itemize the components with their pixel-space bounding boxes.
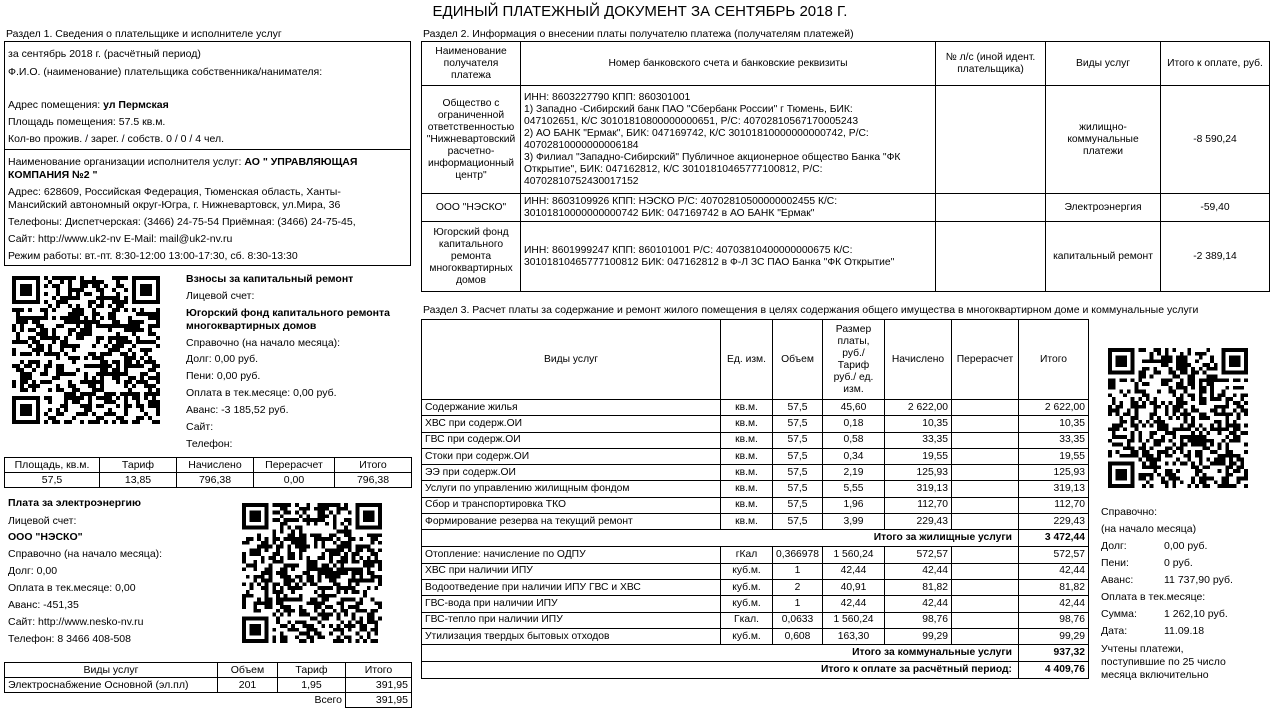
section3-header: Раздел 3. Расчет платы за содержание и ремонт жилого помещения в целях содержания общего имущества в многоквартирном доме и коммунальные услуги bbox=[423, 304, 1199, 316]
capital-charged: 796,38 bbox=[177, 473, 254, 488]
s3-cell: 57,5 bbox=[773, 497, 823, 513]
info-date-label: Дата: bbox=[1101, 625, 1128, 637]
section3-table bbox=[421, 319, 1089, 679]
s3-cell: кв.м. bbox=[721, 481, 773, 497]
info-penalty-value: 0 руб. bbox=[1164, 557, 1193, 569]
capital-th-total: Итого bbox=[335, 458, 412, 473]
electric-account-label: Лицевой счет: bbox=[8, 515, 77, 527]
s3-cell bbox=[952, 481, 1019, 497]
payment-qr-code bbox=[1108, 348, 1248, 488]
s3-cell: куб.м. bbox=[721, 596, 773, 612]
table-row bbox=[422, 400, 1089, 416]
document-title: ЕДИНЫЙ ПЛАТЕЖНЫЙ ДОКУМЕНТ ЗА СЕНТЯБРЬ 2018 Г. bbox=[432, 3, 848, 20]
s3-cell: 1 bbox=[773, 596, 823, 612]
s3-cell bbox=[952, 563, 1019, 579]
s3-cell: куб.м. bbox=[721, 579, 773, 595]
s3-th-charged: Начислено bbox=[885, 320, 952, 400]
s3-cell: 1,96 bbox=[823, 497, 885, 513]
table-row bbox=[422, 481, 1089, 497]
s2-bank-line: 2) АО БАНК "Ермак", БИК: 047169742, К/С 30101810000000000742, Р/С: bbox=[524, 127, 869, 139]
capital-area: 57,5 bbox=[5, 473, 100, 488]
s3-cell: 42,44 bbox=[1019, 563, 1089, 579]
s3-cell: кв.м. bbox=[721, 514, 773, 530]
s3-cell: 98,76 bbox=[885, 612, 952, 628]
s3-th-recalc: Перерасчет bbox=[952, 320, 1019, 400]
s3-cell: 572,57 bbox=[1019, 547, 1089, 563]
table-row bbox=[422, 628, 1089, 644]
housing-total bbox=[422, 530, 1089, 547]
org-label-text: Наименование организации исполнителя услуг: bbox=[8, 156, 242, 168]
s3-th-service: Виды услуг bbox=[422, 320, 721, 400]
s3-cell: 99,29 bbox=[885, 628, 952, 644]
s3-cell: Водоотведение при наличии ИПУ ГВС и ХВС bbox=[422, 579, 721, 595]
s2-row-nesko bbox=[422, 194, 1270, 222]
s3-cell bbox=[952, 432, 1019, 448]
capital-recalc: 0,00 bbox=[254, 473, 335, 488]
electric-volume: 201 bbox=[218, 678, 278, 693]
s3-cell: 5,55 bbox=[823, 481, 885, 497]
grand-total-value: 4 409,76 bbox=[1019, 662, 1089, 679]
s2-bank-line: 30101810465777100812 БИК: 047162812 в Ф-Л ЗС ПАО Банка "ФК Открытие" bbox=[524, 256, 895, 268]
s2-th-bank: Номер банковского счета и банковские реквизиты bbox=[521, 42, 936, 86]
s2-row-nric bbox=[422, 86, 1270, 194]
s3-cell: 125,93 bbox=[885, 465, 952, 481]
s3-cell: 57,5 bbox=[773, 400, 823, 416]
electric-ref: Справочно (на начало месяца): bbox=[8, 548, 163, 560]
s3-cell: 10,35 bbox=[885, 416, 952, 432]
s3-cell: 19,55 bbox=[1019, 448, 1089, 464]
s2-account bbox=[936, 194, 1046, 222]
electric-debt: Долг: 0,00 bbox=[8, 565, 58, 577]
s3-cell bbox=[952, 612, 1019, 628]
electric-th-total: Итого bbox=[346, 663, 412, 678]
s3-cell: 1 bbox=[773, 563, 823, 579]
s3-cell bbox=[952, 514, 1019, 530]
s3-cell bbox=[952, 628, 1019, 644]
s2-bank-line: ИНН: 8601999247 КПП: 860101001 Р/С: 40703810400000000675 К/С: bbox=[524, 244, 853, 256]
s3-cell: 0,0633 bbox=[773, 612, 823, 628]
info-sum-value: 1 262,10 руб. bbox=[1164, 608, 1228, 620]
s3-cell: 42,44 bbox=[885, 596, 952, 612]
s3-cell: 81,82 bbox=[1019, 579, 1089, 595]
s3-cell: 42,44 bbox=[1019, 596, 1089, 612]
org-address-2: Мансийский автономный округ-Югра, г. Нижневартовск, ул.Мира, 36 bbox=[8, 199, 341, 211]
electric-paid: Оплата в тек.месяце: 0,00 bbox=[8, 582, 136, 594]
s3-cell: Сбор и транспортировка ТКО bbox=[422, 497, 721, 513]
table-row bbox=[422, 432, 1089, 448]
capital-th-recalc: Перерасчет bbox=[254, 458, 335, 473]
section2-table bbox=[421, 41, 1270, 292]
s3-cell: кв.м. bbox=[721, 400, 773, 416]
s3-cell: Содержание жилья bbox=[422, 400, 721, 416]
electric-site: Сайт: http://www.nesko-nv.ru bbox=[8, 616, 144, 628]
s3-cell: 98,76 bbox=[1019, 612, 1089, 628]
s3-cell: Утилизация твердых бытовых отходов bbox=[422, 628, 721, 644]
s3-cell: кв.м. bbox=[721, 432, 773, 448]
s2-row-fund bbox=[422, 222, 1270, 292]
s3-cell: 45,60 bbox=[823, 400, 885, 416]
electric-tariff: 1,95 bbox=[278, 678, 346, 693]
s3-cell: 2 622,00 bbox=[885, 400, 952, 416]
s3-cell: 19,55 bbox=[885, 448, 952, 464]
s3-cell: 81,82 bbox=[885, 579, 952, 595]
s3-cell: 3,99 bbox=[823, 514, 885, 530]
info-advance-value: 11 737,90 руб. bbox=[1164, 574, 1233, 586]
table-row bbox=[422, 612, 1089, 628]
s3-cell: 0,34 bbox=[823, 448, 885, 464]
electric-total: 391,95 bbox=[346, 678, 412, 693]
address-label: Адрес помещения: bbox=[8, 99, 101, 111]
s3-cell: 1 560,24 bbox=[823, 612, 885, 628]
s3-cell: Стоки при содерж.ОИ bbox=[422, 448, 721, 464]
s2-account bbox=[936, 86, 1046, 194]
s3-cell bbox=[952, 416, 1019, 432]
capital-tariff: 13,85 bbox=[100, 473, 177, 488]
s3-cell: 57,5 bbox=[773, 448, 823, 464]
info-ref: Справочно: bbox=[1101, 506, 1158, 518]
capital-org-1: Югорский фонд капитального ремонта bbox=[186, 307, 391, 319]
table-row bbox=[422, 448, 1089, 464]
capital-advance: Аванс: -3 185,52 руб. bbox=[186, 404, 289, 416]
section1-header: Раздел 1. Сведения о плательщике и исполнителе услуг bbox=[6, 28, 282, 40]
section2-header: Раздел 2. Информация о внесении платы получателю платежа (получателям платежей) bbox=[423, 28, 854, 40]
table-row bbox=[422, 579, 1089, 595]
electric-qr-code bbox=[242, 503, 382, 643]
s2-bank-line: 30101810000000000742 БИК: 047169742 в АО БАНК "Ермак" bbox=[524, 207, 815, 219]
s3-cell: Формирование резерва на текущий ремонт bbox=[422, 514, 721, 530]
s3-cell: 99,29 bbox=[1019, 628, 1089, 644]
s3-cell: 42,44 bbox=[823, 563, 885, 579]
capital-th-tariff: Тариф bbox=[100, 458, 177, 473]
s3-cell: Услуги по управлению жилищным фондом bbox=[422, 481, 721, 497]
s3-cell bbox=[952, 497, 1019, 513]
s3-th-total: Итого bbox=[1019, 320, 1089, 400]
info-advance-label: Аванс: bbox=[1101, 574, 1134, 586]
s3-cell: ХВС при наличии ИПУ bbox=[422, 563, 721, 579]
capital-debt: Долг: 0,00 руб. bbox=[186, 353, 259, 365]
capital-site: Сайт: bbox=[186, 421, 214, 433]
info-debt-label: Долг: bbox=[1101, 540, 1127, 552]
s3-cell: 2 bbox=[773, 579, 823, 595]
table-row bbox=[422, 465, 1089, 481]
electric-total-label: Всего bbox=[314, 694, 342, 707]
area: Площадь помещения: 57.5 кв.м. bbox=[8, 116, 166, 128]
capital-table bbox=[4, 457, 412, 488]
s2-bank-line: 40702810000000006184 bbox=[524, 139, 639, 151]
info-penalty-label: Пени: bbox=[1101, 557, 1129, 569]
s3-cell: кв.м. bbox=[721, 465, 773, 481]
s3-cell: 33,35 bbox=[1019, 432, 1089, 448]
s3-cell: 10,35 bbox=[1019, 416, 1089, 432]
s3-cell: 319,13 bbox=[1019, 481, 1089, 497]
info-note-1: Учтены платежи, bbox=[1101, 643, 1184, 655]
s3-cell: 0,58 bbox=[823, 432, 885, 448]
electric-title: Плата за электроэнергию bbox=[8, 497, 141, 509]
address bbox=[8, 98, 169, 112]
s2-bank-line: 1) Западно -Сибирский банк ПАО "Сбербанк России" г Тюмень, БИК: bbox=[524, 103, 853, 115]
s2-recipient: Югорский фонд капитального ремонта многоквартирных домов bbox=[422, 222, 521, 292]
s2-total: -59,40 bbox=[1161, 194, 1270, 222]
s3-cell: Гкал. bbox=[721, 612, 773, 628]
utility-total-label: Итого за коммунальные услуги bbox=[422, 645, 1019, 662]
s2-total: -2 389,14 bbox=[1161, 222, 1270, 292]
s3-cell: 2 622,00 bbox=[1019, 400, 1089, 416]
s3-cell: 0,18 bbox=[823, 416, 885, 432]
s3-cell: 112,70 bbox=[1019, 497, 1089, 513]
s3-cell: 42,44 bbox=[823, 596, 885, 612]
s3-cell: 112,70 bbox=[885, 497, 952, 513]
residents: Кол-во прожив. / зарег. / собств. 0 / 0 / 4 чел. bbox=[8, 133, 225, 145]
s2-total: -8 590,24 bbox=[1161, 86, 1270, 194]
s3-cell: 40,91 bbox=[823, 579, 885, 595]
s2-th-service: Виды услуг bbox=[1046, 42, 1161, 86]
electric-service: Электроснабжение Основной (эл.пл) bbox=[5, 678, 218, 693]
info-ref2: (на начало месяца) bbox=[1101, 523, 1197, 535]
s3-cell: 229,43 bbox=[885, 514, 952, 530]
s3-th-rate: Размер платы, руб./ Тариф руб./ ед. изм. bbox=[823, 320, 885, 400]
capital-qr-code bbox=[12, 276, 160, 424]
capital-ref: Справочно (на начало месяца): bbox=[186, 337, 341, 349]
s3-cell: 57,5 bbox=[773, 432, 823, 448]
org-name-1: АО " УПРАВЛЯЮЩАЯ bbox=[244, 156, 358, 168]
s3-th-volume: Объем bbox=[773, 320, 823, 400]
electric-org: ООО "НЭСКО" bbox=[8, 531, 83, 543]
info-sum-label: Сумма: bbox=[1101, 608, 1137, 620]
payer-name-label: Ф.И.О. (наименование) плательщика собственника/нанимателя: bbox=[8, 66, 323, 78]
table-row bbox=[422, 596, 1089, 612]
s3-cell: ХВС при содерж.ОИ bbox=[422, 416, 721, 432]
period: за сентябрь 2018 г. (расчётный период) bbox=[8, 48, 201, 60]
s2-service: жилищно-коммунальные платежи bbox=[1046, 86, 1161, 194]
table-row bbox=[422, 514, 1089, 530]
s2-bank-line: 047102651, К/С 30101810800000000651, Р/С: 40702810567170005243 bbox=[524, 115, 859, 127]
s3-cell bbox=[952, 547, 1019, 563]
org-address-1: Адрес: 628609, Российская Федерация, Тюменская область, Ханты- bbox=[8, 186, 341, 198]
s3-cell: 57,5 bbox=[773, 416, 823, 432]
s3-cell: 57,5 bbox=[773, 514, 823, 530]
s3-cell: 319,13 bbox=[885, 481, 952, 497]
info-note-3: месяца включительно bbox=[1101, 669, 1209, 681]
s3-cell: 0,366978 bbox=[773, 547, 823, 563]
electric-th-tariff: Тариф bbox=[278, 663, 346, 678]
table-row bbox=[422, 563, 1089, 579]
s2-bank-line: 3) Филиал "Западно-Сибирский" Публичное акционерное общество Банка "ФК bbox=[524, 151, 901, 163]
capital-penalty: Пени: 0,00 руб. bbox=[186, 370, 261, 382]
s3-cell: куб.м. bbox=[721, 563, 773, 579]
org-hours: Режим работы: вт.-пт. 8:30-12:00 13:00-17:30, сб. 8:30-13:30 bbox=[8, 250, 298, 262]
capital-th-area: Площадь, кв.м. bbox=[5, 458, 100, 473]
s3-cell: гКал bbox=[721, 547, 773, 563]
org-label bbox=[8, 155, 357, 169]
s2-bank-line: ИНН: 8603227790 КПП: 860301001 bbox=[524, 91, 691, 103]
s3-cell: 163,30 bbox=[823, 628, 885, 644]
org-phones: Телефоны: Диспетчерская: (3466) 24-75-54 Приёмная: (3466) 24-75-45, bbox=[8, 216, 356, 228]
capital-org-2: многоквартирных домов bbox=[186, 320, 317, 332]
electric-th-volume: Объем bbox=[218, 663, 278, 678]
s2-recipient: Общество с ограниченной ответственностью "Нижневартовский расчетно-информационный центр" bbox=[422, 86, 521, 194]
s3-cell: куб.м. bbox=[721, 628, 773, 644]
s3-cell: ГВС-тепло при наличии ИПУ bbox=[422, 612, 721, 628]
s2-recipient: ООО "НЭСКО" bbox=[422, 194, 521, 222]
s3-cell: 229,43 bbox=[1019, 514, 1089, 530]
capital-th-charged: Начислено bbox=[177, 458, 254, 473]
s3-cell: 572,57 bbox=[885, 547, 952, 563]
table-row bbox=[422, 416, 1089, 432]
table-row bbox=[422, 547, 1089, 563]
s2-bank-line: 40702810752430017152 bbox=[524, 175, 639, 187]
info-paid-label: Оплата в тек.месяце: bbox=[1101, 591, 1206, 603]
utility-total bbox=[422, 645, 1089, 662]
s2-service: Электроэнергия bbox=[1046, 194, 1161, 222]
s3-cell: кв.м. bbox=[721, 448, 773, 464]
s3-cell bbox=[952, 579, 1019, 595]
s3-cell: 42,44 bbox=[885, 563, 952, 579]
s3-cell bbox=[952, 400, 1019, 416]
s3-cell: кв.м. bbox=[721, 416, 773, 432]
info-debt-value: 0,00 руб. bbox=[1164, 540, 1208, 552]
s2-bank-line: Открытие", БИК: 047162812, К/С 30101810465777100812, Р/С: bbox=[524, 163, 823, 175]
grand-total-label: Итого к оплате за расчётный период: bbox=[422, 662, 1019, 679]
s3-cell: ГВС при содерж.ОИ bbox=[422, 432, 721, 448]
s3-cell: 57,5 bbox=[773, 465, 823, 481]
capital-paid: Оплата в тек.месяце: 0,00 руб. bbox=[186, 387, 337, 399]
s2-th-recipient: Наименование получателя платежа bbox=[422, 42, 521, 86]
s3-cell bbox=[952, 465, 1019, 481]
capital-phone: Телефон: bbox=[186, 438, 233, 450]
capital-total: 796,38 bbox=[335, 473, 412, 488]
housing-total-label: Итого за жилищные услуги bbox=[422, 530, 1019, 547]
s3-cell: 33,35 bbox=[885, 432, 952, 448]
s3-cell: 57,5 bbox=[773, 481, 823, 497]
table-row bbox=[422, 497, 1089, 513]
capital-title: Взносы за капитальный ремонт bbox=[186, 273, 354, 285]
s3-th-unit: Ед. изм. bbox=[721, 320, 773, 400]
s2-th-total: Итого к оплате, руб. bbox=[1161, 42, 1270, 86]
s3-cell: Отопление: начисление по ОДПУ bbox=[422, 547, 721, 563]
electric-advance: Аванс: -451,35 bbox=[8, 599, 79, 611]
s2-service: капитальный ремонт bbox=[1046, 222, 1161, 292]
s3-cell: кв.м. bbox=[721, 497, 773, 513]
electric-total-value: 391,95 bbox=[346, 693, 412, 708]
electric-table bbox=[4, 662, 412, 708]
s3-cell: 1 560,24 bbox=[823, 547, 885, 563]
address-value: ул Пермская bbox=[103, 99, 169, 111]
s3-cell: 125,93 bbox=[1019, 465, 1089, 481]
s2-bank-line: ИНН: 8603109926 КПП: НЭСКО Р/С: 40702810500000002455 К/С: bbox=[524, 195, 838, 207]
grand-total bbox=[422, 662, 1089, 679]
housing-total-value: 3 472,44 bbox=[1019, 530, 1089, 547]
electric-th-service: Виды услуг bbox=[5, 663, 218, 678]
capital-account-label: Лицевой счет: bbox=[186, 290, 255, 302]
s2-account bbox=[936, 222, 1046, 292]
s3-cell: ЭЭ при содерж.ОИ bbox=[422, 465, 721, 481]
s3-cell bbox=[952, 448, 1019, 464]
s3-cell: 0,608 bbox=[773, 628, 823, 644]
org-name-2: КОМПАНИЯ №2 " bbox=[8, 169, 98, 181]
s3-cell bbox=[952, 596, 1019, 612]
info-note-2: поступившие по 25 число bbox=[1101, 656, 1226, 668]
electric-phone: Телефон: 8 3466 408-508 bbox=[8, 633, 131, 645]
s2-th-account: № л/с (иной идент. плательщика) bbox=[936, 42, 1046, 86]
s3-cell: ГВС-вода при наличии ИПУ bbox=[422, 596, 721, 612]
info-date-value: 11.09.18 bbox=[1164, 625, 1205, 637]
org-site: Сайт: http://www.uk2-nv E-Mail: mail@uk2-nv.ru bbox=[8, 233, 233, 245]
utility-total-value: 937,32 bbox=[1019, 645, 1089, 662]
s3-cell: 2,19 bbox=[823, 465, 885, 481]
